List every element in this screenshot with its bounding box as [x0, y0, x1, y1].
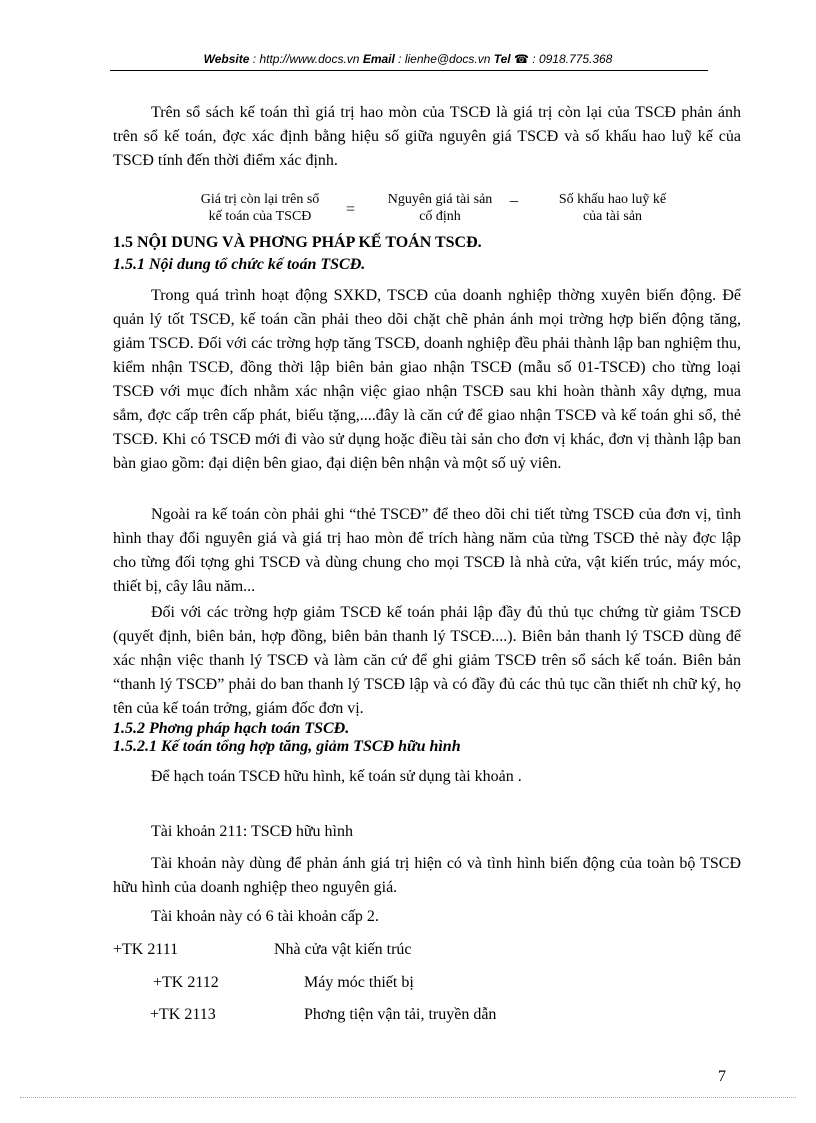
account-code-2113: +TK 2113	[150, 1006, 216, 1023]
paragraph-account-211: Tài khoản 211: TSCĐ hữu hình	[151, 823, 353, 840]
paragraph-asset-card: Ngoài ra kế toán còn phải ghi “thẻ TSCĐ” để theo dõi chi tiết từng TSCĐ của đơn vị, tình hình thay đổi nguyên giá và giá trị hao mòn để trích hàng năm của từng TSCĐ thẻ này đợc lập cho từng đối tợng ghi TSCĐ và dùng chung cho mọi TSCĐ là nhà cửa, vật kiến trúc, máy móc, thiết bị, cây lâu năm...	[113, 506, 741, 595]
paragraph-sub-accounts: Tài khoản này có 6 tài khoản cấp 2.	[151, 908, 379, 925]
account-name-2112: Máy móc thiết bị	[304, 974, 414, 991]
formula-mid-line2: cố định	[419, 209, 461, 224]
email-label: Email	[362, 52, 395, 66]
section-heading-1-5: 1.5 NỘI DUNG VÀ PHƠNG PHÁP KẾ TOÁN TSCĐ.	[113, 234, 482, 251]
email-value: : lienhe@docs.vn	[394, 52, 494, 66]
account-code-2111: +TK 2111	[113, 941, 179, 958]
residual-value-formula	[180, 187, 700, 231]
section-heading-1-5-1: 1.5.1 Nội dung tổ chức kế toán TSCĐ.	[113, 256, 366, 273]
footer-divider	[20, 1097, 796, 1098]
formula-equals: =	[346, 201, 356, 218]
account-code-2112: +TK 2112	[153, 974, 219, 991]
section-heading-1-5-2-1: 1.5.2.1 Kế toán tổng hợp tăng, giảm TSCĐ hữu hình	[113, 738, 461, 755]
formula-right-line2: của tài sản	[582, 209, 643, 224]
formula-right-line1: Số khấu hao luỹ kế	[558, 192, 667, 207]
section-heading-1-5-2: 1.5.2 Phơng pháp hạch toán TSCĐ.	[113, 720, 350, 737]
tel-label: Tel	[493, 52, 511, 66]
formula-minus: _	[510, 187, 518, 204]
account-name-2111: Nhà cửa vật kiến trúc	[274, 941, 412, 958]
paragraph-account-description: Tài khoản này dùng để phản ánh giá trị hiện có và tình hình biến động của toàn bộ TSCĐ hữu hình của doanh nghiệp theo nguyên giá.	[113, 855, 741, 896]
formula-mid-line1: Nguyên giá tài sản	[387, 192, 493, 207]
tel-value: ☎ : 0918.775.368	[510, 52, 613, 66]
formula-left-line1: Giá trị còn lại trên sổ	[200, 192, 320, 207]
intro-paragraph: Trên sổ sách kế toán thì giá trị hao mòn của TSCĐ là giá trị còn lại của TSCĐ phản ánh trên sổ kế toán, đợc xác định bằng hiệu số giữa nguyên giá TSCĐ và số khấu hao luỹ kế của TSCĐ tính đến thời điểm xác định.	[113, 104, 741, 169]
page-header	[0, 52, 816, 66]
header-divider	[110, 70, 708, 71]
page-number: 7	[718, 1068, 726, 1085]
paragraph-account-usage: Để hạch toán TSCĐ hữu hình, kế toán sử dụng tài khoản .	[151, 768, 522, 785]
paragraph-organization: Trong quá trình hoạt động SXKD, TSCĐ của doanh nghiệp thờng xuyên biến động. Để quản lý tốt TSCĐ, kế toán cần phải theo dõi chặt chẽ phản ánh mọi trờng hợp biến động tăng, giảm TSCĐ. Đối với các trờng hợp tăng TSCĐ, doanh nghiệp đều phải thành lập ban nghiệm thu, kiểm nhận TSCĐ, đồng thời lập biên bản giao nhận TSCĐ (mẫu số 01-TSCĐ) cho từng loại TSCĐ với mục đích nhằm xác nhận việc giao nhận TSCĐ sau khi hoàn thành xây dựng, mua sắm, đợc cấp trên cấp phát, biếu tặng,....đây là căn cứ để giao nhận TSCĐ và kế toán ghi sổ, thẻ TSCĐ. Khi có TSCĐ mới đi vào sử dụng hoặc điều tài sản cho đơn vị khác, đơn vị thành lập ban bàn giao gồm: đại diện bên giao, đại diện bên nhận và một số uỷ viên.	[113, 287, 741, 472]
account-name-2113: Phơng tiện vận tải, truyền dẫn	[304, 1006, 497, 1023]
website-label: Website	[203, 52, 250, 66]
formula-left-line2: kế toán của TSCĐ	[208, 209, 312, 224]
paragraph-asset-decrease: Đối với các trờng hợp giảm TSCĐ kế toán phải lập đầy đủ thủ tục chứng từ giảm TSCĐ (quyết định, biên bản, hợp đồng, biên bản thanh lý TSCĐ....). Biên bản thanh lý TSCĐ dùng để xác nhận việc thanh lý TSCĐ và làm căn cứ để ghi giảm TSCĐ trên sổ sách kế toán. Biên bản “thanh lý TSCĐ” phải do ban thanh lý TSCĐ lập và có đầy đủ các thủ tục cần thiết nh chữ ký, họ tên của kế toán trởng, giám đốc đơn vị.	[113, 604, 741, 717]
website-value: : http://www.docs.vn	[249, 52, 363, 66]
